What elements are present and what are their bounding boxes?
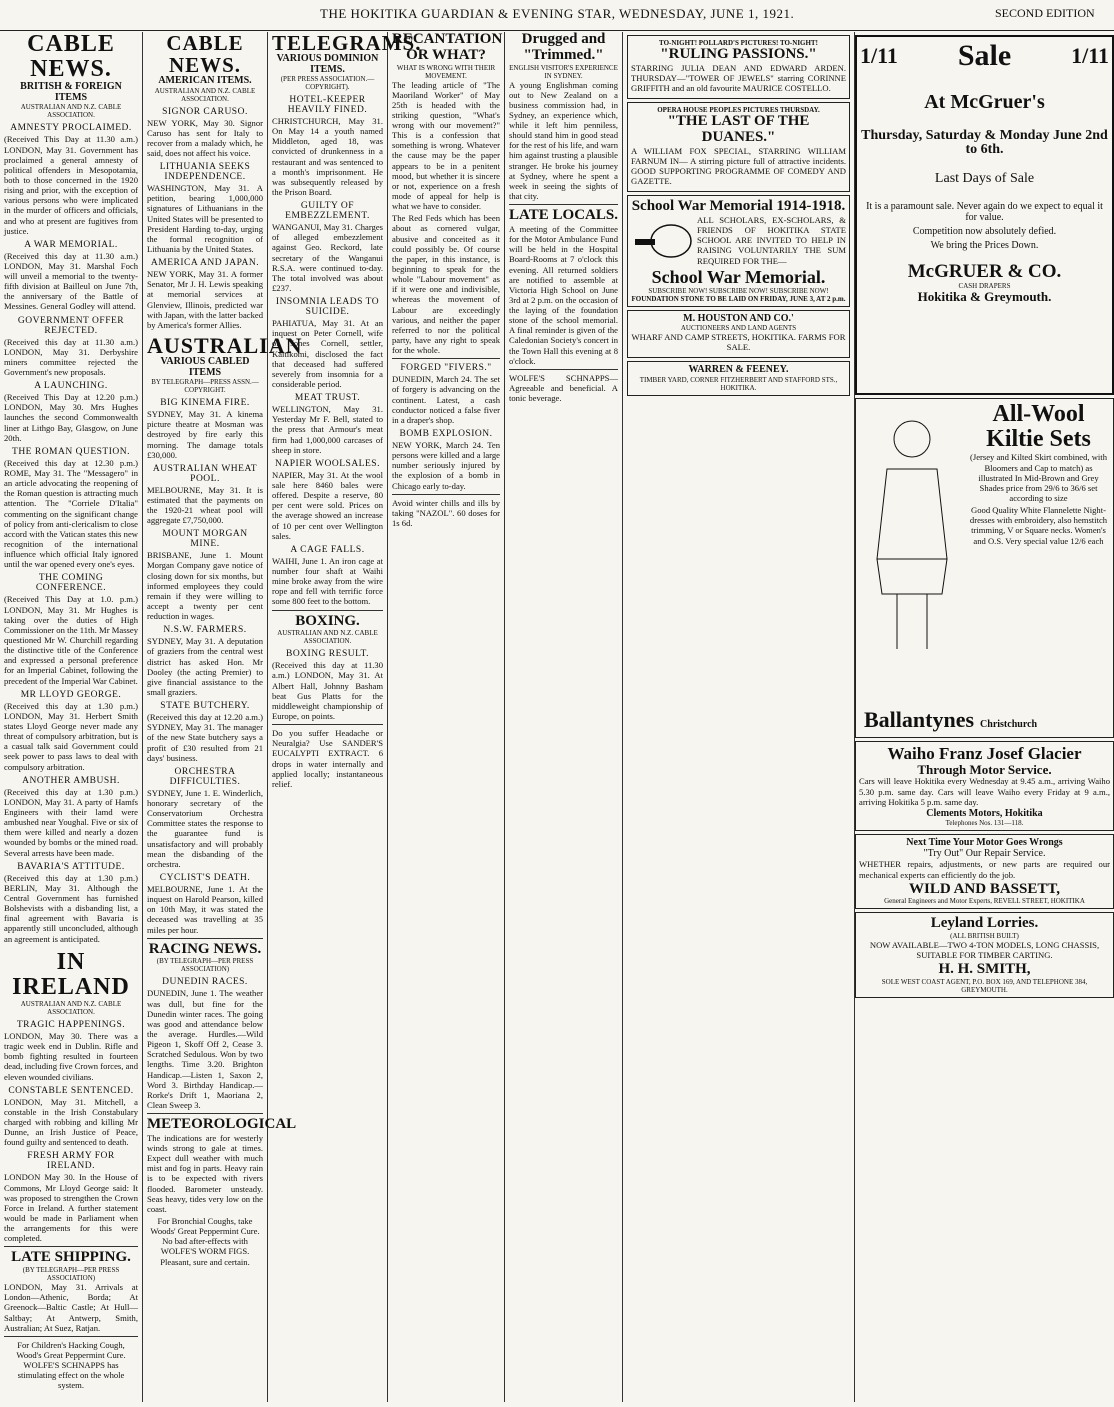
mcgruer-cash: CASH DRAPERS — [958, 281, 1011, 290]
leyland-agent-address: SOLE WEST COAST AGENT, P.O. BOX 169, AND TELEPHONE 384, GREYMOUTH. — [881, 978, 1088, 995]
mcgruer-sale-ad — [855, 35, 1114, 395]
mcgruer-towns: Hokitika & Greymouth. — [917, 288, 1052, 304]
last-days: Last Days of Sale — [934, 170, 1035, 186]
houston-body: WHARF AND CAMP STREETS, HOKITIKA. FARMS FOR SALE. — [631, 332, 846, 353]
warren-sub: TIMBER YARD, CORNER FITZHERBERT AND STAFFORD STS., HOKITIKA. — [639, 375, 838, 392]
story-body: NEW YORK, May 31. A former Senator, Mr J. H. Lewis speaking at memorial services at Glenview, Illinois, predicted war with Japan, with the latter backed by America's former Allies. — [147, 269, 263, 330]
sale-price-right: 1/11 — [1071, 43, 1109, 69]
story-heading: CONSTABLE SENTENCED. — [8, 1085, 134, 1096]
story-heading: THE COMING CONFERENCE. — [35, 573, 107, 594]
column-cable-news — [0, 32, 143, 1402]
pictures-body: STARRING JULIA DEAN AND EDWARD ARDEN. THURSDAY—"TOWER OF JEWELS" starring CORINNE GRIFFITH and an old favourite MAURICE COSTELLO. — [631, 62, 846, 94]
story-heading: MOUNT MORGAN MINE. — [162, 529, 248, 550]
sale-heading: Sale — [957, 39, 1012, 72]
story-body: (Received This Day at 12.20 p.m.) LONDON, May 30. Mrs Hughes launches the second Commonwealth liner at Lithgo Bay, Glasgow, on June 20th. — [4, 392, 138, 443]
american-story-list — [147, 107, 263, 330]
waiho-title: Waiho Franz Josef Glacier — [887, 744, 1082, 763]
story-heading: ORCHESTRA DIFFICULTIES. — [169, 766, 241, 787]
story-heading: FRESH ARMY FOR IRELAND. — [27, 1151, 115, 1172]
racing-sub: (BY TELEGRAPH—PER PRESS ASSOCIATION) — [156, 957, 254, 974]
right-ad-column — [855, 32, 1114, 1001]
story-body: SYDNEY, June 1. E. Winderlich, honorary secretary of the Conservatorium Orchestra Committee states the response to the guarantee fund is unsatisfactory and will probably mean the disbanding of the orchestra. — [147, 787, 263, 869]
story-body: (Received This Day at 1.0. p.m.) LONDON, May 31. Mr Hughes is taking over the duties of High Commissioner on the 11th. Mr Massey questioned Mr W. Churchill regarding the distinctive title of the Conference and expressed a personal preference for an Imperial Cabinet, following the precedent of the Imperial War Cabinet. — [4, 594, 138, 686]
memorial-title: School War Memorial 1914-1918. — [631, 198, 846, 215]
pollards-pictures-ad — [627, 35, 850, 99]
col3-footer-ad: Do you suffer Headache or Neuralgia? Use SANDER'S EUCALYPTI EXTRACT. 6 drops in water internally and applied locally; instantaneous relief. — [272, 728, 383, 789]
sale-competition: Competition now absolutely defied. — [912, 226, 1057, 238]
story-heading: GUILTY OF EMBEZZLEMENT. — [285, 201, 370, 222]
recantation-body-2: The Red Feds which has been about as cornered vulgar, abusive and conceited as it could possibly be. Of course the paper, in this instance, is beginning to speak for the whole "Labour movement" as if it were one and indivisible, whereas the movement of Labour are exceedingly various, and neither the paper referred to nor the political party, have any right to speak for the whole. — [392, 213, 500, 356]
waiho-body: Cars will leave Hokitika every Wednesday at 9.45 a.m., arriving Waiho 5.30 p.m. same day. Cars will leave Waiho every Friday at 9 a.m., arriving Hokitika 5 p.m. same day. — [859, 776, 1110, 807]
bomb-explosion-body: NEW YORK, March 24. Ten persons were killed and a large number seriously injured by the explosion of a bomb in Chicago early to-day. — [392, 440, 500, 491]
sale-body: It is a paramount sale. Never again do we expect to equal it for value. — [866, 200, 1103, 224]
story-body: (Received This Day at 11.30 a.m.) LONDON, May 31. Government has proclaimed a general amnesty of political offenders in Mesopotamia, both to those concerned in the 1920 rising and prior, with the exception of various persons who were implicated in the murder of officers and officials, and who at present are fugitives from justice. — [4, 134, 138, 236]
boxing-heading: BOXING. — [295, 612, 360, 629]
assoc-label: AUSTRALIAN AND N.Z. CABLE ASSOCIATION. — [20, 103, 122, 120]
pictures-head: TO-NIGHT! POLLARD'S PICTURES! TO-NIGHT! — [659, 39, 818, 47]
masthead-title: THE HOKITIKA GUARDIAN & EVENING STAR, WEDNESDAY, JUNE 1, 1921. — [320, 6, 795, 21]
story-heading: INSOMNIA LEADS TO SUICIDE. — [275, 297, 380, 318]
cable-news-heading: CABLE NEWS. — [27, 31, 115, 83]
clements-sub: Telephones Nos. 131—118. — [945, 819, 1024, 828]
late-locals-heading: LATE LOCALS. — [509, 207, 618, 224]
story-body: LONDON May 30. In the House of Commons, Mr Lloyd George said: It was proposed to strengthen the Crown Force in Ireland. A further statement would be made in Parliament when the arrangements for this were completed. — [4, 1172, 138, 1244]
story-body: WANGANUI, May 31. Charges of alleged embezzlement against Geo. Reckord, late secretary of the Wanganui R.S.A. were continued to-day. The total involved was about £237. — [272, 222, 383, 294]
story-body: WELLINGTON, May 31. Yesterday Mr F. Bell, stated to the press that Armour's meat firm had 1,000,000 carcases of sheep in store. — [272, 404, 383, 455]
story-heading: A LAUNCHING. — [34, 381, 108, 392]
story-body: SYDNEY, May 31. A kinema picture theatre at Mosman was destroyed by fire early this morning. The damage totals £30,000. — [147, 409, 263, 460]
forged-fivers-body: DUNEDIN, March 24. The set of forgery is advancing on the continent. Latest, a cash conductor noticed a false fiver in a draper's shop. — [392, 374, 500, 425]
recantation-body: The leading article of "The Maoriland Worker" of May 25th is headed with the striking question, "What's wrong with our movement?" This is a confession that something is wrong. Whatever the cause may be the paper appears to be in a penitent mood, but whether it is sincere or not, experience on a fresh mode of appeal for help is what we have to consider. — [392, 79, 500, 212]
at-mcgruers: At McGruer's — [924, 90, 1045, 113]
ireland-assoc: AUSTRALIAN AND N.Z. CABLE ASSOCIATION. — [20, 1000, 122, 1017]
story-body: PAHIATUA, May 31. At an inquest on Peter Cornell, wife of Jones Cornell, settler, Kaitikomi, disclosed the fact that deceased had suffered severely from insomnia for a considerable period. — [272, 318, 383, 389]
opera-body: A WILLIAM FOX SPECIAL, STARRING WILLIAM FARNUM IN— A stirring picture full of attractive incidents. GOOD SUPPORTING PROGRAMME OF COMEDY AND GAZETTE. — [631, 145, 846, 187]
american-items-heading: AMERICAN ITEMS. — [158, 75, 252, 87]
sale-price-left: 1/11 — [860, 43, 898, 69]
kiltie-quality: Good Quality White Flannelette Night-dresses with embroidery, also hemstitch trimming, V or Square necks. Women's and O.S. Very special value 12/6 each — [969, 505, 1108, 546]
story-body: NAPIER, May 31. At the wool sale here 8460 bales were offered. Despite a reserve, 80 per cent were sold. Prices on the average showed an increase of 10 per cent over Wellington sales. — [272, 469, 383, 541]
story-heading: MEAT TRUST. — [294, 393, 361, 404]
wild-bassett-title: WILD AND BASSETT, — [908, 880, 1061, 897]
col1-footer-ad: For Children's Hacking Cough, Wood's Great Peppermint Cure. WOLFE'S SCHNAPPS has stimulating effect on the whole system. — [16, 1339, 126, 1391]
column-advertisements — [623, 32, 855, 1402]
forged-fivers-head: FORGED "FIVERS." — [400, 363, 492, 374]
story-body: WAIHI, June 1. An iron cage at number four shaft at Waihi mine broke away from the wire rope and fell with terrific force some 800 feet to the bottom. — [272, 555, 383, 607]
kiltie-title: All-Wool Kiltie Sets — [986, 401, 1091, 453]
motor-sub: "Try Out" Our Repair Service. — [923, 847, 1046, 859]
col4-footer-ad: Avoid winter chills and ills by taking "NAZOL". 60 doses for 1s 6d. — [392, 497, 500, 528]
story-body: (Received this day at 12.20 a.m.) SYDNEY, May 31. The manager of the new State butchery says a profit of £30 resulted from 21 days' business. — [147, 712, 263, 763]
wild-bassett-sub: General Engineers and Motor Experts, REVELL STREET, HOKITIKA — [884, 897, 1085, 906]
story-heading: N.S.W. FARMERS. — [163, 625, 247, 636]
story-body: (Received this day at 1.30 p.m.) BERLIN, May 31. Although the Central Government has furnished Bolshevists with a disbanding list, a final agreement with Bavaria is apparently still unconcluded, although an agreement is anticipated. — [4, 872, 138, 944]
masthead — [0, 0, 1114, 31]
story-heading: AMNESTY PROCLAIMED. — [10, 123, 132, 134]
story-body: (Received this day at 12.30 p.m.) ROME, May 31. The "Messagero" in an article advocating the reopening of the Roman question is attracting much attention. The "Corriele D'Italia" commenting on the significant change of policy from anti-clericalism to close accord with the Vatican states this new recognition of the international influence which official Italy ignored until the war opened every one's eyes. — [4, 457, 138, 570]
houston-sub: AUCTIONEERS AND LAND AGENTS — [680, 324, 797, 333]
story-heading: AUSTRALIAN WHEAT POOL. — [152, 463, 258, 484]
story-body: (Received this day at 1.30 p.m.) LONDON, May 31. Herbert Smith states Lloyd George never made any threat of compulsory arbitration, but is a casual talk said Government could seek power to pass laws to deal with compulsory arbitration. — [4, 700, 138, 772]
story-heading: LITHUANIA SEEKS INDEPENDENCE. — [159, 162, 251, 183]
shipping-heading: LATE SHIPPING. — [11, 1249, 131, 1266]
story-heading: GOVERNMENT OFFER REJECTED. — [17, 315, 125, 336]
memorial-body: ALL SCHOLARS, EX-SCHOLARS, & FRIENDS OF HOKITIKA STATE SCHOOL ARE INVITED TO HELP IN RAISING VOLUNTARILY THE SUM REQUIRED FOR THE— — [697, 214, 846, 266]
column-telegrams — [268, 31, 422, 1402]
drugged-sub: ENGLISH VISITOR'S EXPERIENCE IN SYDNEY. — [509, 63, 618, 80]
meteorological-body: The indications are for westerly winds strong to gale at times. Expect dull weather with much mist and fog in parts. Heavy rain is to be expected with rivers flooded. Barometer unsteady. Seas heavy, tides very low on the coast. — [147, 1132, 263, 1214]
story-heading: CYCLIST'S DEATH. — [159, 873, 251, 883]
ruling-passions-title: "RULING PASSIONS." — [660, 46, 817, 62]
racing-heading: RACING NEWS. — [148, 940, 262, 957]
boxing-assoc: AUSTRALIAN AND N.Z. CABLE ASSOCIATION. — [277, 629, 378, 646]
leyland-agent: H. H. SMITH, — [938, 961, 1031, 978]
girl-illustration-icon — [862, 409, 962, 664]
memorial-subscribe: SUBSCRIBE NOW! SUBSCRIBE NOW! SUBSCRIBE NOW! — [648, 286, 829, 295]
story-body: MELBOURNE, June 1. At the inquest on Harold Pearson, killed on 10th May, it was stated the deceased was travelling at 35 miles per hour. — [147, 884, 263, 935]
australian-assoc: BY TELEGRAPH—PRESS ASSN.—COPYRIGHT. — [151, 378, 259, 395]
telegram-story-list — [272, 95, 383, 606]
story-heading: NAPIER WOOLSALES. — [275, 458, 380, 469]
australian-heading: AUSTRALIAN — [147, 332, 303, 358]
story-heading: MR LLOYD GEORGE. — [20, 689, 122, 700]
racing-story-head: DUNEDIN RACES. — [162, 977, 248, 988]
assoc-label-3: (PER PRESS ASSOCIATION.—COPYRIGHT). — [280, 75, 375, 92]
recantation-heading: RECANTATION OR WHAT? — [392, 31, 503, 63]
page-columns — [0, 32, 1114, 1407]
motor-repair-ad — [855, 834, 1114, 909]
story-heading: BIG KINEMA FIRE. — [160, 398, 250, 409]
story-heading: THE ROMAN QUESTION. — [12, 446, 130, 457]
hand-pointer-icon — [631, 219, 693, 263]
sale-dates: Thursday, Saturday & Monday June 2nd to 6th. — [861, 127, 1108, 158]
story-heading: A WAR MEMORIAL. — [24, 239, 118, 250]
australian-story-list — [147, 398, 263, 935]
column-american-items — [143, 31, 303, 1402]
col5-footer-ad: WOLFE'S SCHNAPPS—Agreeable and beneficial. A tonic beverage. — [509, 372, 618, 404]
ireland-story-list — [4, 1020, 138, 1243]
motor-title: Next Time Your Motor Goes Wrongs — [906, 837, 1063, 849]
story-heading: A CAGE FALLS. — [290, 544, 365, 555]
ballantynes-town: Christchurch — [980, 718, 1038, 730]
ireland-heading: IN IRELAND — [12, 948, 130, 1000]
story-body: MELBOURNE, May 31. It is estimated that the payments on the 1920-21 wheat pool will aggregate £7,750,000. — [147, 484, 263, 526]
warren-title: WARREN & FEENEY. — [688, 364, 789, 376]
ballantynes-name: Ballantynes — [864, 706, 975, 732]
dominion-items-heading: VARIOUS DOMINION ITEMS. — [276, 53, 379, 75]
school-memorial-ad — [627, 195, 850, 306]
bomb-explosion-head: BOMB EXPLOSION. — [399, 429, 493, 439]
mcgruer-name: McGRUER & CO. — [907, 260, 1062, 282]
clements-title: Clements Motors, Hokitika — [926, 807, 1043, 819]
boxing-story-head: BOXING RESULT. — [285, 649, 369, 660]
story-heading: TRAGIC HAPPENINGS. — [16, 1020, 126, 1031]
story-body: LONDON, May 30. There was a tragic week end in Dublin. Rifle and bomb fighting resulted in fourteen dead, including five Crown forces, and eleven wounded civilians. — [4, 1031, 138, 1082]
story-body: (Received this day at 1.30 p.m.) LONDON, May 31. A party of Hamfs Engineers with their lamd were ambushed near Youghal. Five or six of them were killed and nearly a dozen wounded by bombs or the mined road. Several arrests have been made. — [4, 786, 138, 858]
waiho-glacier-ad — [855, 741, 1114, 831]
memorial-stone: FOUNDATION STONE TO BE LAID ON FRIDAY, JUNE 3, AT 2 p.m. — [631, 294, 846, 303]
assoc-label-2: AUSTRALIAN AND N.Z. CABLE ASSOCIATION. — [154, 86, 256, 103]
meteorological-heading: METEOROLOGICAL — [147, 1116, 297, 1133]
shipping-body: LONDON, May 31. Arrivals at London—Athenic, Borda; At Greenock—Baltic Castle; At Hull—Saltbay; At Antwerp, Smith, Australian; At Suez, Ratjan. — [4, 1282, 138, 1333]
cable-news-heading-2: CABLE NEWS. — [166, 31, 244, 78]
boxing-story-body: (Received this day at 11.30 a.m.) LONDON, May 31. At Albert Hall, Johnny Basham beat Gus Platts for the middleweight championship of Europe, on points. — [272, 660, 383, 721]
story-heading: ANOTHER AMBUSH. — [22, 775, 120, 786]
australian-sub: VARIOUS CABLED ITEMS — [160, 356, 250, 378]
late-locals-body: A meeting of the Committee for the Motor Ambulance Fund will be held in the Hospital Board-Rooms at 7 o'clock this evening. All returned soldiers are notified to assemble at Victoria High School on June 3rd at 2 p.m. on the occasion of the laying of the foundation stone of the school memorial. A final reminder is given of the Caledonian Society's concert in the Town Hall this evening at 8 o'clock. — [509, 223, 618, 366]
story-body: CHRISTCHURCH, May 31. On May 14 a youth named Middleton, aged 18, was convicted of drunkenness in a restaurant and was sentenced to a month's imprisonment. He was subsequently released by the Prison Board. — [272, 116, 383, 198]
motor-body: WHETHER repairs, adjustments, or new parts are required our mechanical experts can efficiently do the job. — [859, 859, 1110, 880]
racing-story-body: DUNEDIN, June 1. The weather was dull, but fine for the Dunedin winter races. The going was good and attendance below the average. Hurdles.—Wild Pigeon 1, Skoff Off 2, Cease 3. Scratched Sedulous. Won by two lengths. Time 3.20. Brighton Handicap.—Listen 1, Saxon 2, Word 3. Birthday Handicap.—Rorke's Drift 1, Maoriana 2, Clean Sweep 3. — [147, 988, 263, 1110]
story-heading: BAVARIA'S ATTITUDE. — [17, 861, 125, 872]
last-of-duanes-title: "THE LAST OF THE DUANES." — [667, 113, 810, 145]
story-body: NEW YORK, May 30. Signor Caruso has sent for Italy to recover from a malady which, he said, does not affect his voice. — [147, 117, 263, 159]
story-body: LONDON, May 31. Mitchell, a constable in the Irish Constabulary charged with robbing and killing Mr Dunne, an Irish Justice of Peace, found guilty and sentenced to death. — [4, 1096, 138, 1148]
british-foreign-heading: BRITISH & FOREIGN ITEMS — [20, 81, 122, 103]
warren-feeney-ad — [627, 361, 850, 396]
column-recantation — [388, 32, 505, 1402]
shipping-sub: (BY TELEGRAPH—PER PRESS ASSOCIATION) — [22, 1266, 120, 1283]
story-list — [4, 123, 138, 943]
story-body: WASHINGTON, May 31. A petition, bearing 1,000,000 signatures of Lithuanians in the United States will be presented to President Harding to-day, urging the formal recognition of Lithuania by the United States. — [147, 183, 263, 254]
opera-house-ad — [627, 102, 850, 192]
waiho-sub: Through Motor Service. — [917, 761, 1052, 777]
story-body: (Received this day at 11.30 a.m.) LONDON, May 31. Derbyshire miners committee rejected the Government's new proposals. — [4, 336, 138, 378]
sale-prices: We bring the Prices Down. — [930, 239, 1039, 251]
drugged-body: A young Englishman coming out to New Zealand on a business commission had, in Sydney, an experience which, while it left him penniless, should stand him in good stead for the rest of his life, and warn him against trusting a plausible stranger. He broke his journey at Sydney, where he spent a week in seeing the sights of that city. — [509, 79, 618, 202]
story-body: BRISBANE, June 1. Mount Morgan Company gave notice of closing down for six months, but informed employees they could remain if they were willing to accept a twenty per cent reduction in wages. — [147, 550, 263, 622]
leyland-sub: (ALL BRITISH BUILT) — [950, 932, 1019, 941]
opera-head: OPERA HOUSE PEOPLES PICTURES THURSDAY. — [657, 106, 820, 115]
kiltie-body: (Jersey and Kilted Skirt combined, with Bloomers and Cap to match) as illustrated In Mid-Brown and Grey Shades price from 29/6 to 36/6 set according to size — [970, 452, 1107, 503]
recantation-sub: WHAT IS WRONG WITH THEIR MOVEMENT. — [396, 63, 496, 80]
leyland-lorries-ad — [855, 912, 1114, 998]
story-heading: STATE BUTCHERY. — [160, 701, 250, 712]
edition-label: SECOND EDITION — [995, 6, 1095, 20]
story-heading: HOTEL-KEEPER HEAVILY FINED. — [287, 95, 368, 116]
memorial-title-2: School War Memorial. — [651, 266, 826, 287]
col2-footer-ad: For Bronchial Coughs, take Woods' Great Peppermint Cure. No bad after-effects with WOLFE'S WORM FIGS. Pleasant, sure and certain. — [150, 1216, 260, 1267]
leyland-title: Leyland Lorries. — [930, 915, 1039, 932]
ballantynes-kiltie-ad — [855, 398, 1114, 738]
drugged-heading: Drugged and "Trimmed." — [521, 31, 606, 63]
story-body: SYDNEY, May 31. A deputation of graziers from the central west district has asked Hon. Mr Dooley (the acting Premier) to give financial assistance to the small graziers. — [147, 636, 263, 698]
column-drugged — [505, 32, 623, 1402]
leyland-body: NOW AVAILABLE—TWO 4-TON MODELS, LONG CHASSIS, SUITABLE FOR TIMBER CARTING. — [869, 940, 1100, 961]
story-heading: SIGNOR CARUSO. — [162, 106, 248, 117]
houston-title: M. HOUSTON AND CO.' — [683, 312, 794, 324]
houston-ad — [627, 310, 850, 359]
story-body: (Received this day at 11.30 a.m.) LONDON, May 31. Marshal Foch will unveil a memorial to the twenty-fifth division at Bailleul on June 7th, the anniversary of the Battle of Messines. General Godley will attend. — [4, 250, 138, 312]
story-heading: AMERICA AND JAPAN. — [150, 258, 260, 269]
telegrams-heading: TELEGRAMS. — [272, 31, 422, 55]
